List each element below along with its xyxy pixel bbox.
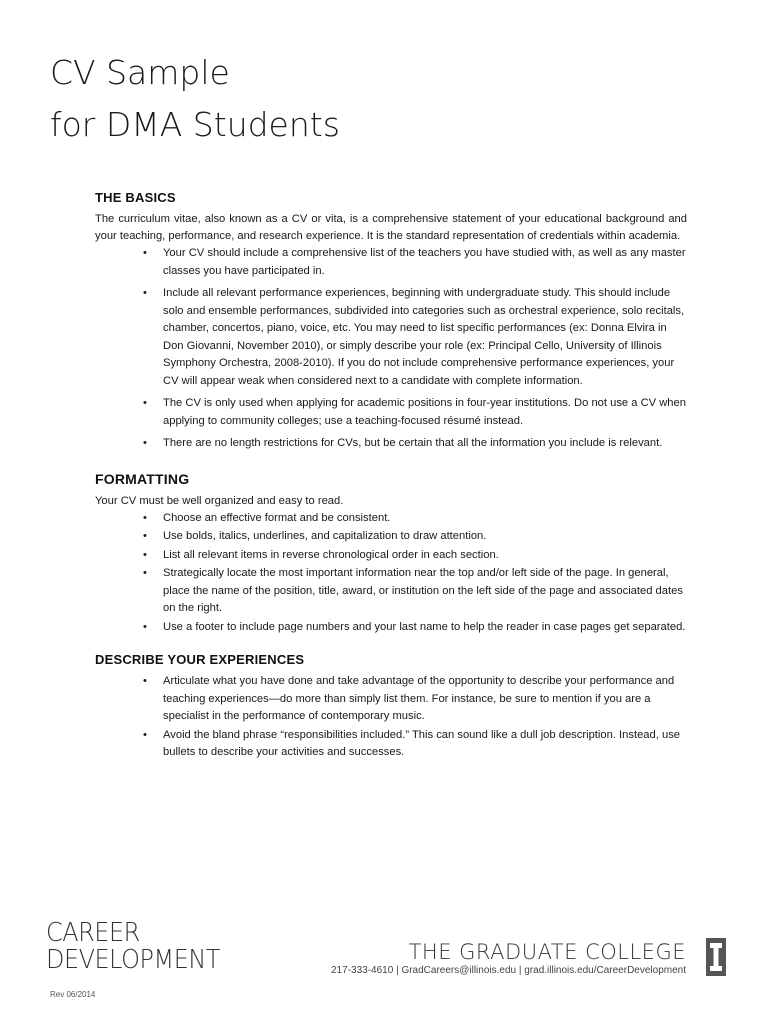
section-formatting <box>95 471 687 637</box>
list-item: • Use a footer to include page numbers and your last name to help the reader in case pages get separated. <box>95 619 687 637</box>
bullet-icon: • <box>143 675 147 687</box>
list-item: • Articulate what you have done and take advantage of the opportunity to describe your performance and teaching experiences—do more than simply list them. For instance, be sure to mention if you are a specialist in the performance of contemporary music. <box>143 675 675 722</box>
page-title-line2: for DMA Students <box>50 105 340 144</box>
list-item: • The CV is only used when applying for academic positions in four-year institutions. Do not use a CV when applying to community colleges; use a teaching-focused résumé instead. <box>143 397 686 427</box>
illinois-block-i-icon <box>706 938 726 976</box>
basics-intro: The curriculum vitae, also known as a CV or vita, is a comprehensive statement of your educational background and your teaching, performance, and research experience. It is the standard representation of credentials within academia. <box>95 213 687 242</box>
list-item: • Use bolds, italics, underlines, and capitalization to draw attention. <box>95 528 687 546</box>
formatting-list <box>95 510 687 637</box>
bullet-icon: • <box>143 548 147 561</box>
bullet-icon: • <box>143 511 147 524</box>
list-item: • List all relevant items in reverse chronological order in each section. <box>95 547 687 565</box>
revision-date: Rev 06/2014 <box>50 990 96 999</box>
section-basics <box>95 190 687 453</box>
page-title-line1: CV Sample <box>50 53 230 92</box>
section-heading-experiences: DESCRIBE YOUR EXPERIENCES <box>95 652 305 667</box>
bullet-icon: • <box>143 437 147 449</box>
career-logo-line1: CAREER <box>46 918 140 948</box>
career-logo-line2: DEVELOPMENT <box>46 945 220 975</box>
list-item: • Your CV should include a comprehensive list of the teachers you have studied with, as well as any master classes you have participated in. <box>143 247 686 277</box>
bullet-icon: • <box>143 287 147 299</box>
section-heading-basics: THE BASICS <box>95 190 176 205</box>
list-item: • There are no length restrictions for CVs, but be certain that all the information you include is relevant. <box>95 435 687 453</box>
bullet-icon: • <box>143 728 147 741</box>
career-development-logo <box>46 920 220 974</box>
section-experiences <box>95 652 687 762</box>
contact-line: 217-333-4610 | GradCareers@illinois.edu | grad.illinois.edu/CareerDevelopment <box>331 965 686 976</box>
list-item: • Avoid the bland phrase “responsibilities included.” This can sound like a dull job description. Instead, use bullets to describe your activities and successes. <box>143 728 681 758</box>
bullet-icon: • <box>143 567 147 579</box>
bullet-icon: • <box>143 530 147 542</box>
document-body <box>95 190 687 763</box>
experiences-list <box>95 673 687 762</box>
list-item: • Choose an effective format and be consistent. <box>95 510 687 528</box>
graduate-college-logo: THE GRADUATE COLLEGE <box>408 940 686 964</box>
list-item: • Include all relevant performance experiences, beginning with undergraduate study. This should include solo and ensemble performances, subdivided into categories such as orchestral experience, solo recitals, chamber, concertos, piano, voice, etc. You may need to list specific performances (ex: Donna Elvira in Don Giovanni, November 2010), or simply describe your role (ex: Principal Cello, University of Illinois Symphony Orchestra, 2008-2010). If you do not include comprehensive performance experiences, your CV will appear weak when considered next to a candidate with complete information. <box>143 287 685 387</box>
bullet-icon: • <box>143 620 147 633</box>
bullet-icon: • <box>143 397 147 409</box>
list-item: • Strategically locate the most important information near the top and/or left side of the page. In general, place the name of the position, title, award, or institution on the left side of the page and associated dates on the right. <box>143 567 683 614</box>
bullet-icon: • <box>143 247 147 259</box>
formatting-intro: Your CV must be well organized and easy to read. <box>95 494 344 507</box>
basics-list <box>95 245 687 453</box>
section-heading-formatting: FORMATTING <box>95 470 190 487</box>
